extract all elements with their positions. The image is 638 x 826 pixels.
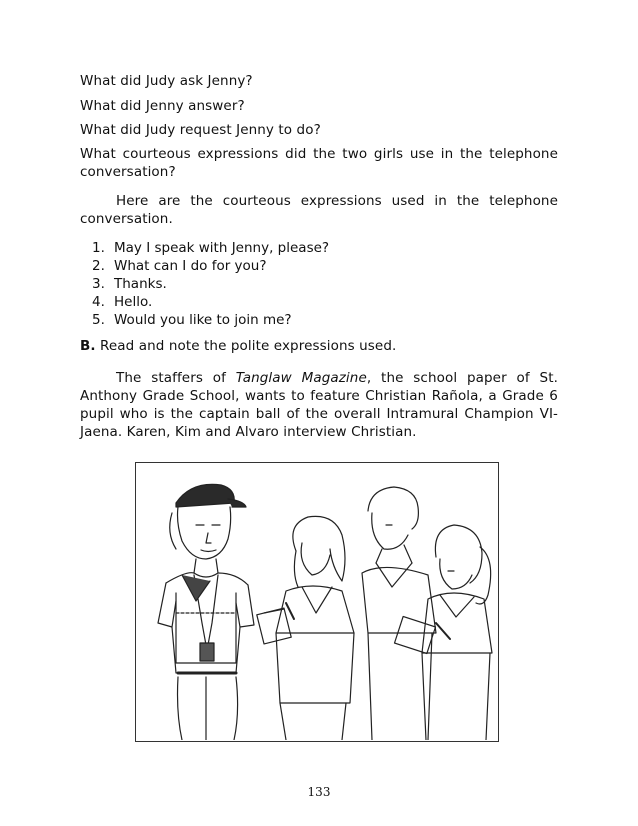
question-2: What did Jenny answer? xyxy=(80,98,245,114)
question-4: What courteous expressions did the two girls use in the telephone conversation? xyxy=(80,146,558,180)
list-item: 5. Would you like to join me? xyxy=(92,312,292,328)
section-b-instruction: Read and note the polite expressions used. xyxy=(95,338,397,354)
students-interview-drawing xyxy=(136,463,497,740)
question-1: What did Judy ask Jenny? xyxy=(80,73,253,89)
expressions-list xyxy=(92,239,329,329)
list-item: 2. What can I do for you? xyxy=(92,258,267,274)
intro-paragraph: Here are the courteous expressions used in the telephone conversation. xyxy=(80,193,558,227)
question-3: What did Judy request Jenny to do? xyxy=(80,122,321,138)
illustration xyxy=(135,462,499,742)
passage-paragraph: The staffers of Tanglaw Magazine, the school paper of St. Anthony Grade School, wants to feature Christian Rañola, a Grade 6 pupil who is the captain ball of the overall Intramural Champion VI-Jaena. Karen, Kim and Alvaro interview Christian. xyxy=(80,370,558,440)
page-number: 133 xyxy=(307,785,331,799)
list-item: 4. Hello. xyxy=(92,294,153,310)
list-item: 1. May I speak with Jenny, please? xyxy=(92,240,330,256)
section-b-label: B. xyxy=(80,338,96,354)
list-item: 3. Thanks. xyxy=(92,276,167,292)
section-b-heading xyxy=(80,337,558,355)
magazine-title: Tanglaw Magazine xyxy=(235,370,367,386)
